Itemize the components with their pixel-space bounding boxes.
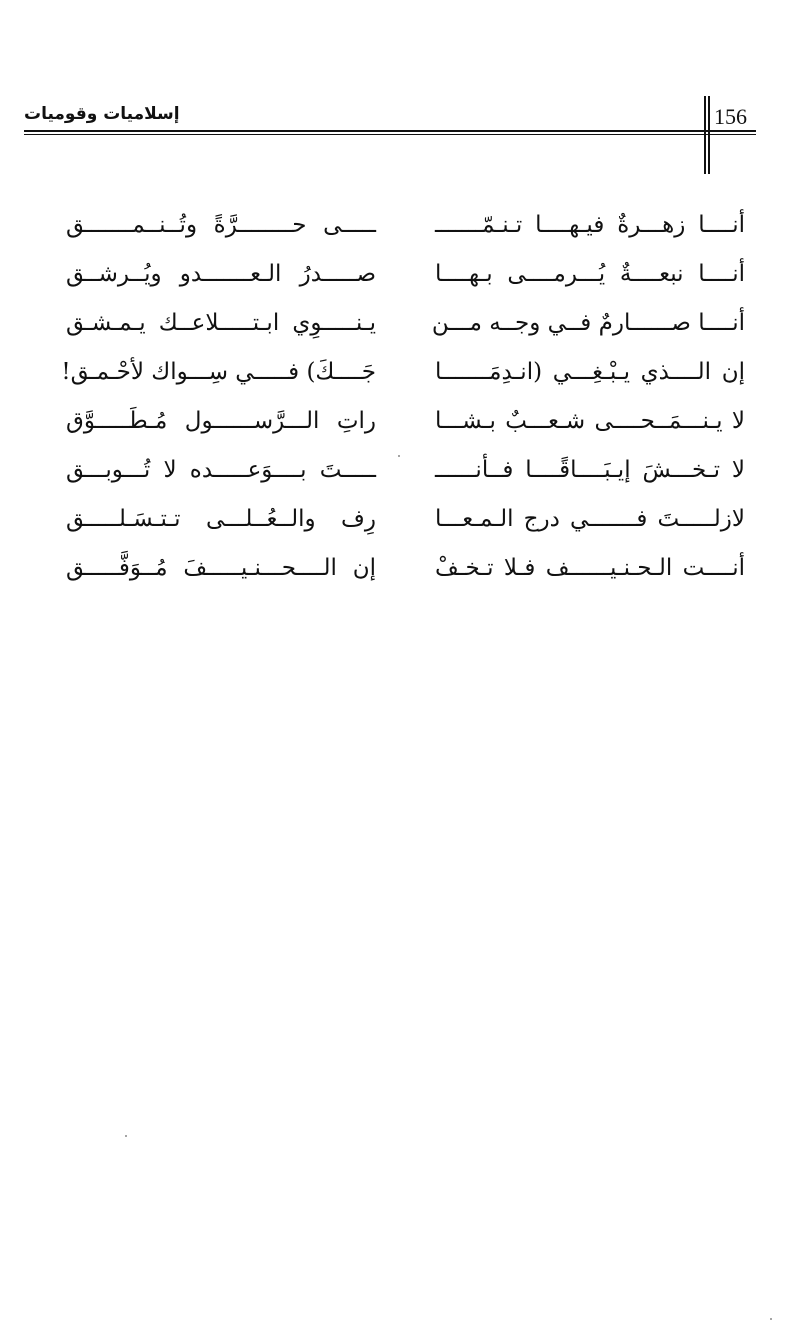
scan-speck — [125, 1135, 127, 1137]
scan-speck — [770, 1318, 772, 1320]
verse-second-hemistich: ـــــى حــــــــرَّةً وتُــنــمـــــــق — [66, 212, 376, 238]
verse-second-hemistich: إن الــــحـــنـيـــــفَ مُــوَفَّـــــق — [66, 555, 376, 581]
header-rule-thick — [24, 130, 756, 132]
verse — [0, 403, 788, 452]
verse — [0, 501, 788, 550]
verse-first-hemistich: لا تـخـــشَ إيـبَــــاقًــــا فــأنــــــ — [435, 457, 745, 483]
verse-first-hemistich: أنــــا زهـــرةٌ فيـهــــا تـنـمّـــــــ — [435, 212, 745, 238]
poem — [0, 207, 788, 599]
verse-second-hemistich: يـنـــــوِي ابـتـــــلاعــك يـمـشـق — [66, 310, 376, 336]
header-vertical-rule-left — [704, 96, 706, 174]
verse-first-hemistich: أنــــت الـحـنـيــــــف فـلا تـخـفْ — [435, 555, 745, 581]
verse-first-hemistich: أنــــا صــــــارمٌ فــي وجــه مـــن — [431, 310, 745, 336]
verse-second-hemistich: رِف والــعُــلـــى تـتـسَـلـــــق — [66, 506, 376, 532]
verse-second-hemistich: جَــــكَ) فـــــي سِـــواك لأحْـمـق! — [61, 359, 376, 385]
verse — [0, 256, 788, 305]
header-vertical-rule-right — [708, 96, 710, 174]
verse — [0, 452, 788, 501]
page-number: 156 — [714, 104, 747, 129]
verse-first-hemistich: لازلـــــتَ فـــــــي درج الـمـعـــا — [435, 506, 745, 532]
verse-first-hemistich: إن الــــذي يـبْـغِـــي (انـدِمَـــــــا — [435, 359, 745, 385]
verse — [0, 354, 788, 403]
header-rule-thin — [24, 134, 756, 135]
verse-first-hemistich: أنــــا نبعــــةٌ يُـــرمــــى بـهــــا — [435, 261, 745, 287]
verse — [0, 550, 788, 599]
verse-first-hemistich: لا يـنـــمَــحــــى شـعـــبٌ بـشـــا — [435, 408, 745, 434]
verse — [0, 207, 788, 256]
scan-speck — [398, 455, 400, 457]
verse-second-hemistich: صـــــدرُ الـعـــــــدو ويُــرشــق — [66, 261, 376, 287]
running-title: إسلاميات وقوميات — [24, 104, 180, 124]
verse — [0, 305, 788, 354]
verse-second-hemistich: راتِ الـــرَّســــــول مُـطَـــــوَّق — [66, 408, 376, 434]
verse-second-hemistich: ـــــتَ بــــوَعـــــده لا تُـــوبـــق — [66, 457, 376, 483]
